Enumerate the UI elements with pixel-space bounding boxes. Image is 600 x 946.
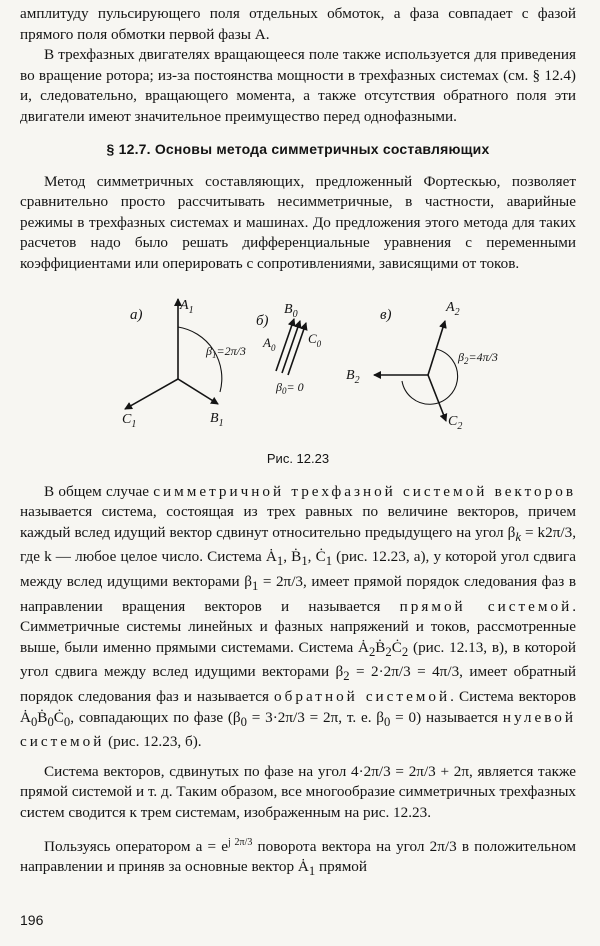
svg-text:B2: $B_2$ [346, 367, 360, 386]
paragraph-continued: амплитуду пульсирующего поля отдельных обмоток, а фаза совпадает с фазой прямого поля обмотки первой фазы A. [20, 5, 576, 43]
svg-text:C2: $C_2$ [448, 413, 463, 432]
diagram-c [346, 300, 498, 432]
label-B2: B [346, 367, 355, 383]
paragraph-multiplicity: Система векторов, сдвинутых по фазе на угол 4·2π/3 = 2π/3 + 2π, является также прямой системой и т. д. Таким образом, все многообразие симметричных трехфазных систем сводится к трем системам, изображенным на рис. 12.23. [20, 762, 576, 822]
page-body [20, 4, 576, 882]
label-C1: C [122, 411, 132, 427]
label-A1: A [180, 297, 189, 313]
label-A0: A [263, 334, 271, 350]
figure-12-23 [20, 289, 576, 449]
svg-text:C1: $C_1$ [122, 411, 137, 430]
vector-c2 [428, 375, 446, 421]
paragraph-motors: В трехфазных двигателях вращающееся поле также используется для приведения во вращение ротора; из-за постоянства мощности в трехфазных системах (см. § 12.4) и, следовательно, вращающего момента, а также отсутствия обратного поля эти двигатели имеют значительное преимущество перед однофазными. [20, 46, 576, 125]
svg-text:β2=4π/3: $\beta_2=4\pi/3$ [458, 349, 498, 366]
label-beta2: β [458, 349, 464, 364]
svg-text:A2: $A_2$ [446, 299, 460, 318]
section-heading: § 12.7. Основы метода симметричных составляющих [106, 140, 490, 157]
svg-text:β1=2π/3: $\beta_1=2\pi/3$ [206, 343, 246, 360]
vector-b1 [178, 379, 218, 404]
diagram-a [122, 298, 246, 430]
angle-arc-c [402, 349, 458, 404]
label-a: а) [130, 306, 143, 323]
vector-diagrams [20, 289, 576, 449]
label-c: в) [380, 306, 392, 323]
svg-text:β0= 0: $\beta_0= 0$ [276, 379, 304, 396]
figure-caption: Рис. 12.23 [266, 450, 330, 466]
paragraph-symmetric-system: В общем случае симметричной трехфазной системой векторов называется система, состоящая из трех равных по величине векторов, причем каждый вслед идущий вектор сдвинут относительно предыдущего на угол $\beta_k = k2\pi/3$, где k — любое целое число. Система $Ȧ_1$, Ḃ$_1$, $Ċ_1$ (рис. 12.23, а), у которой угол сдвига между вслед идущими векторами $\beta_1 = 2\pi/3$, имеет прямой порядок следования фаз в направлении вращения векторов и называется прямой системой. Симметричные системы линейных и фазных напряжений и токов, рассмотренные выше, были именно прямыми системами. Система $Ȧ_2Ḃ_2Ċ_2$ (рис. 12.13, в), в которой угол сдвига между вслед идущими векторами $\beta_2 = 2\cdot 2\pi/3 = 4\pi/3$, имеет обратный порядок следования фаз и называется обратной системой. Система векторов $Ȧ_0Ḃ_0Ċ_0$, совпадающих по фазе ($\beta_0 = 3\cdot 2\pi/3 = 2\pi$, т. е. $\beta_0 = 0$) называется нулевой системой (рис. 12.23, б). [20, 482, 577, 751]
page-number: 196 [20, 912, 44, 928]
svg-text:B0: $B_0$ [284, 301, 298, 320]
svg-text:A1: $A_1$ [180, 297, 194, 316]
label-C0: C [308, 330, 317, 346]
diagram-b [256, 302, 322, 396]
vector-c1 [125, 379, 178, 409]
label-A2: A [446, 299, 455, 315]
paragraph-method: Метод симметричных составляющих, предложенный Фортескью, позволяет сравнительно просто рассчитывать несимметричные, в частности, аварийные режимы в трехфазных системах и машинах. До предложения этого метода для таких расчетов надо было решать дифференциальные уравнения с переменными коэффициентами или оперировать с сопротивлениями, зависящими от токов. [20, 172, 576, 272]
paragraph-operator: Пользуясь оператором $a = e^{j 2\pi/3}$ поворота вектора на угол 2π/3 в положительном направлении и приняв за основные вектор $Ȧ_1$ прямой [20, 836, 577, 879]
svg-text:A0: $A_0$ [263, 334, 276, 353]
label-beta1: β [206, 343, 212, 358]
label-B0: B [284, 301, 293, 317]
label-beta0: β [276, 379, 282, 394]
svg-text:B1: $B_1$ [210, 410, 224, 429]
label-C2: C [448, 413, 458, 429]
label-B1: B [210, 410, 219, 426]
label-b: б) [256, 312, 269, 329]
svg-text:C0: $C_0$ [308, 330, 322, 349]
vector-a2 [428, 321, 445, 375]
